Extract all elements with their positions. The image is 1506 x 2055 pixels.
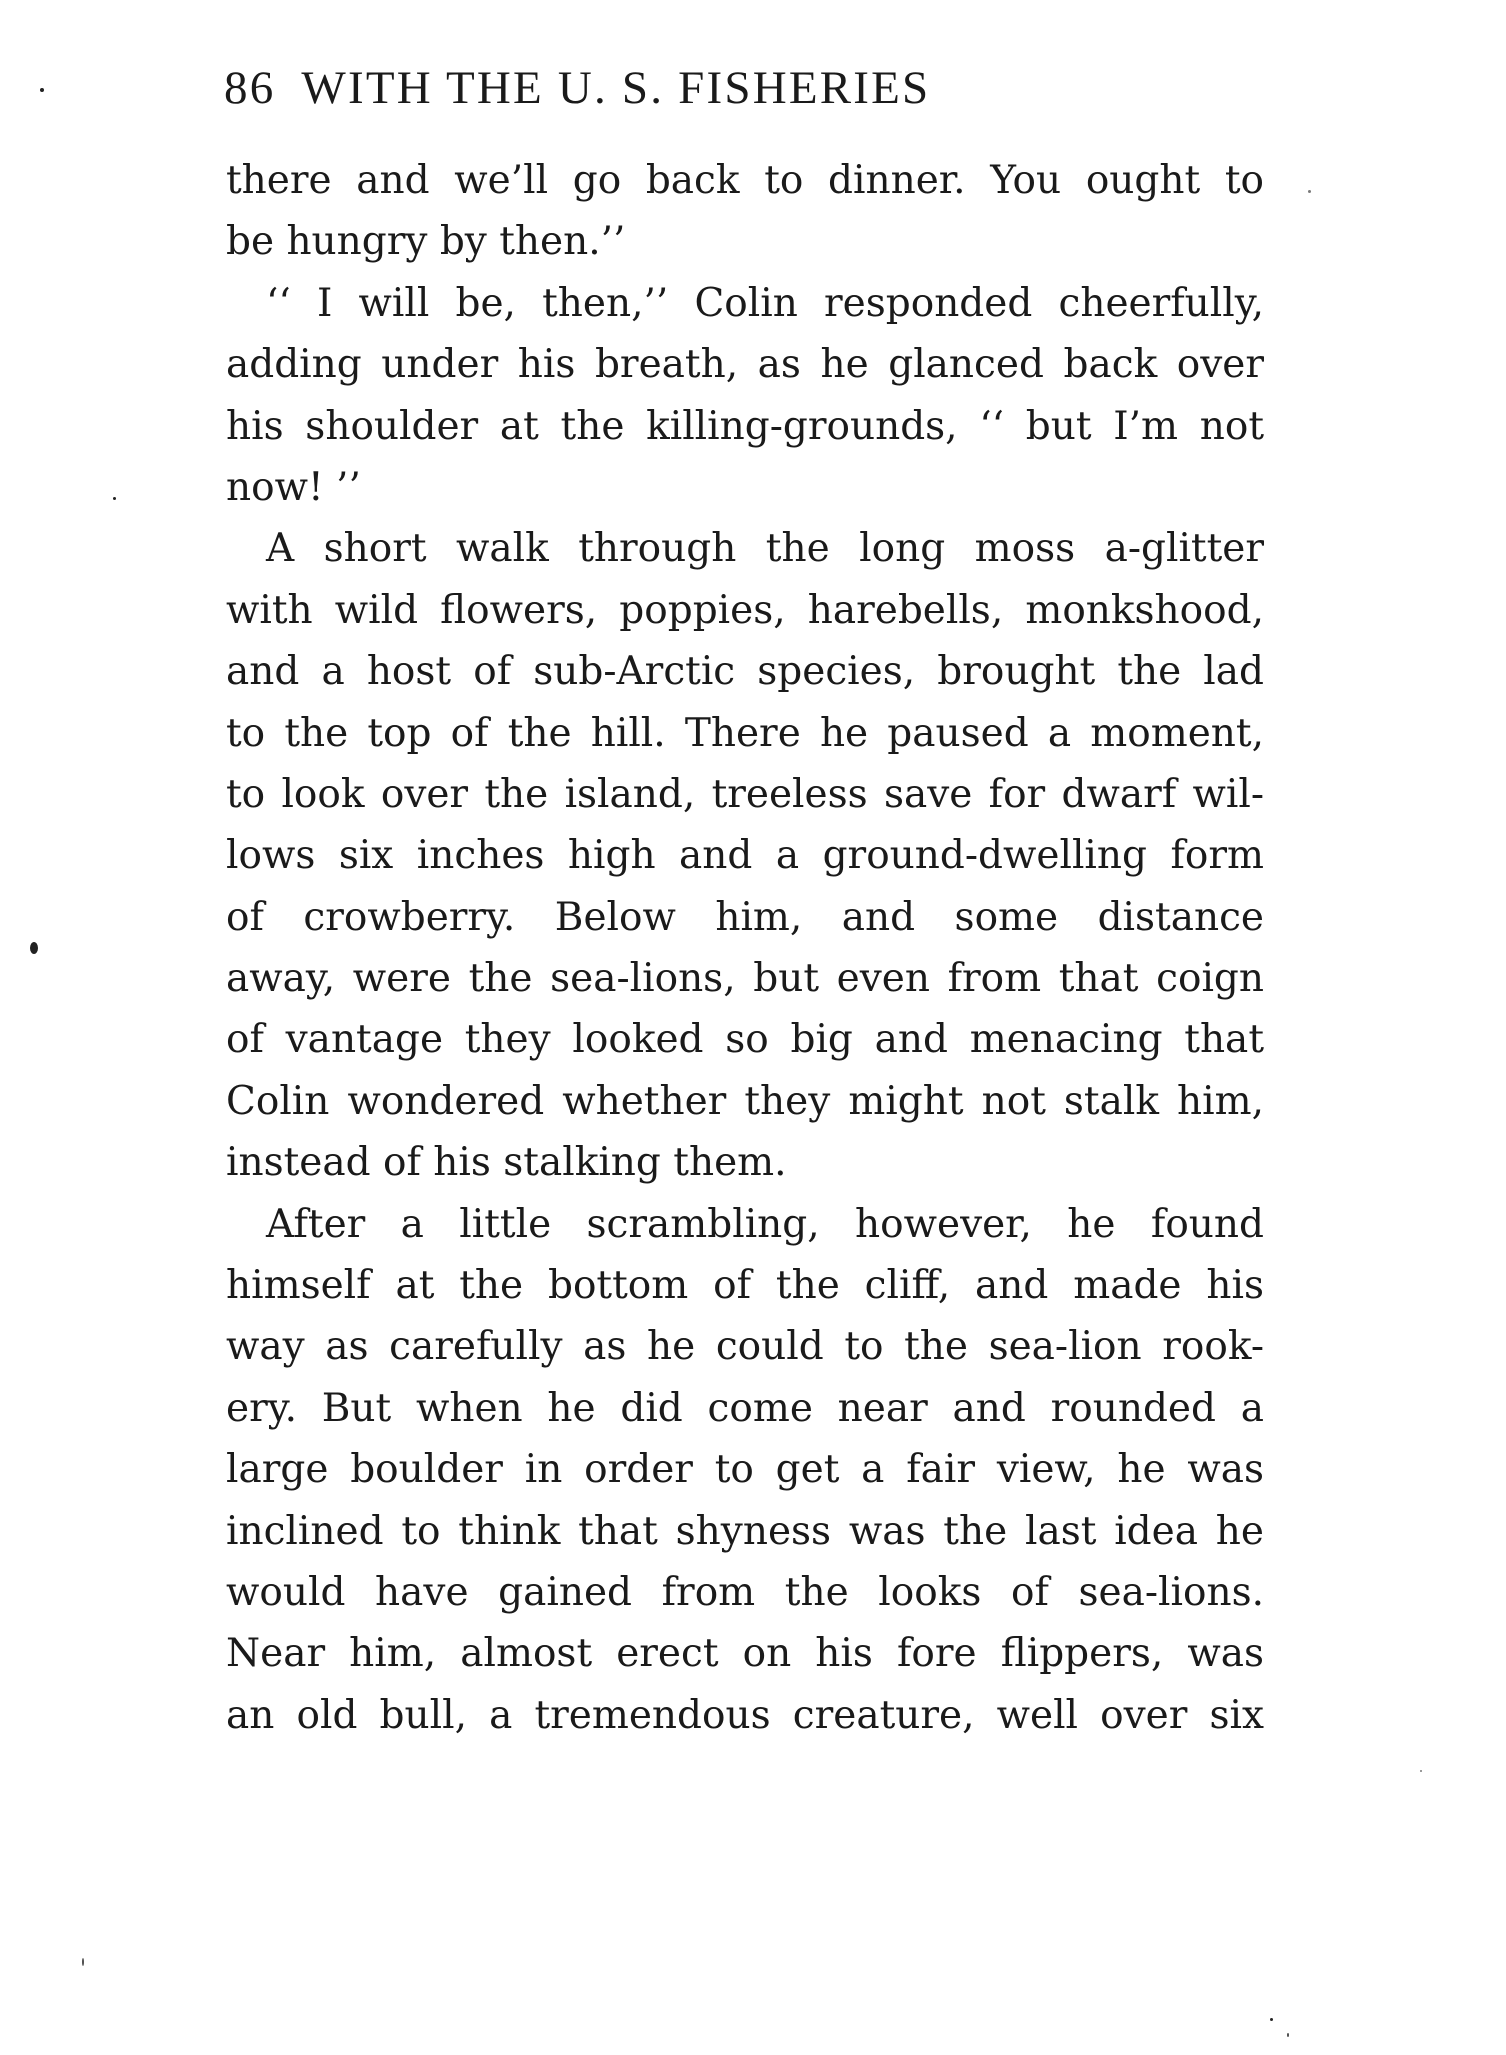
text-line: with wild flowers, poppies, harebells, monkshood, (226, 587, 1264, 633)
text-line: his shoulder at the killing-grounds, ‘‘ but I’m not (226, 403, 1264, 449)
text-line: away, were the sea-lions, but even from that coign (226, 956, 1264, 1002)
scan-speck (1420, 1770, 1422, 1772)
text-line: be hungry by then.’’ (226, 219, 626, 265)
scan-speck (113, 497, 116, 500)
body-text (226, 150, 1264, 1746)
text-line: himself at the bottom of the cliff, and made his (226, 1263, 1264, 1309)
text-line: instead of his stalking them. (226, 1140, 787, 1186)
scan-speck (1270, 2018, 1273, 2021)
text-line: there and we’ll go back to dinner. You ought to (226, 158, 1264, 203)
text-line: A short walk through the long moss a-glitter (266, 526, 1264, 572)
scan-speck (82, 1958, 84, 1966)
text-line: to look over the island, treeless save for dwarf wil- (226, 771, 1264, 817)
text-line: lows six inches high and a ground-dwelling form (226, 833, 1264, 879)
scan-speck (1287, 2033, 1289, 2037)
text-line: Near him, almost erect on his fore flippers, was (226, 1631, 1264, 1677)
scan-speck (1308, 190, 1311, 193)
text-line: adding under his breath, as he glanced back over (226, 342, 1264, 388)
text-line: would have gained from the looks of sea-lions. (226, 1569, 1264, 1615)
running-title: WITH THE U. S. FISHERIES (301, 62, 931, 114)
text-line: of crowberry. Below him, and some distance (226, 894, 1264, 940)
running-header (224, 58, 1264, 118)
scan-speck (30, 942, 38, 954)
text-line: of vantage they looked so big and menacing that (226, 1017, 1264, 1063)
text-line: and a host of sub-Arctic species, brought the lad (226, 649, 1264, 695)
text-line: ‘‘ I will be, then,’’ Colin responded cheerfully, (266, 280, 1264, 326)
page-number: 86 (224, 62, 276, 114)
text-line: Colin wondered whether they might not stalk him, (226, 1078, 1264, 1124)
text-line: ery. But when he did come near and rounded a (226, 1385, 1264, 1431)
text-line: now! ’’ (226, 464, 361, 510)
text-line: After a little scrambling, however, he found (266, 1201, 1264, 1247)
text-line: inclined to think that shyness was the last idea he (226, 1508, 1264, 1554)
text-line: large boulder in order to get a fair view, he was (226, 1447, 1264, 1493)
text-line: to the top of the hill. There he paused a moment, (226, 710, 1264, 756)
scan-speck (40, 88, 44, 92)
text-line: way as carefully as he could to the sea-lion rook- (226, 1324, 1264, 1370)
text-line: an old bull, a tremendous creature, well over six (226, 1692, 1264, 1738)
